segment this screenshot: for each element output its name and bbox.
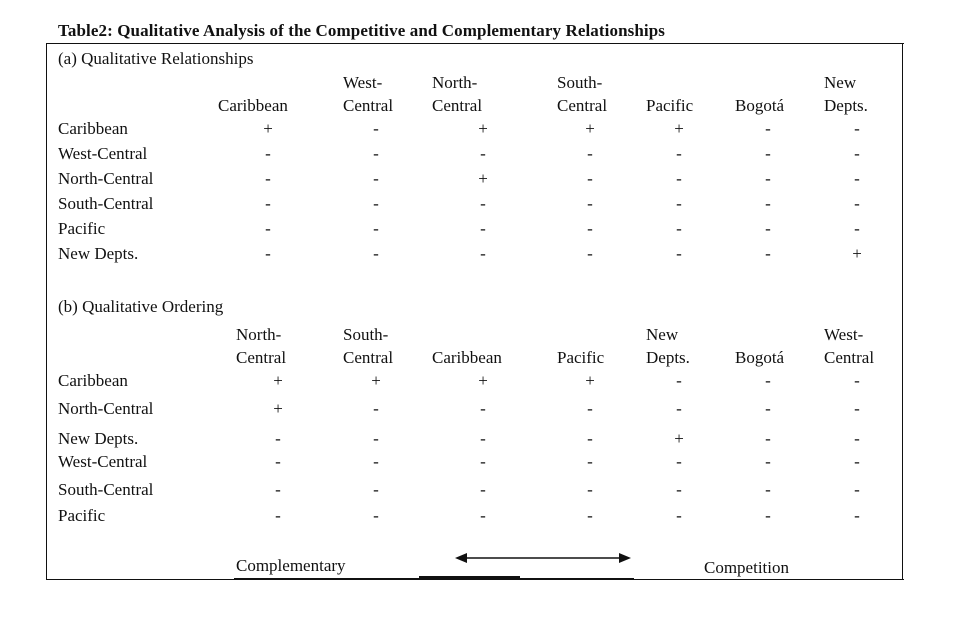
table-cell: - xyxy=(676,244,682,263)
table-cell: - xyxy=(854,429,860,448)
column-header-bottom: Central xyxy=(557,96,608,115)
table-cell: - xyxy=(854,506,860,525)
column-header-top: West- xyxy=(824,325,864,344)
table-cell: - xyxy=(854,399,860,418)
column-header xyxy=(735,71,784,117)
column-header-bottom: Central xyxy=(432,96,483,115)
table-cell: - xyxy=(480,452,486,471)
column-header-top xyxy=(735,323,784,346)
table-cell: - xyxy=(587,169,593,188)
column-header xyxy=(557,71,607,117)
column-header-top: South- xyxy=(557,73,603,92)
column-header xyxy=(432,71,482,117)
table-cell: + xyxy=(585,371,595,390)
table-cell: - xyxy=(265,194,271,213)
table-cell: - xyxy=(373,429,379,448)
column-header-top xyxy=(218,71,288,94)
table-cell: - xyxy=(480,244,486,263)
column-header xyxy=(735,323,784,369)
table-cell: - xyxy=(587,506,593,525)
table-cell: - xyxy=(587,452,593,471)
column-header-bottom: Central xyxy=(343,96,394,115)
table-border-bottom xyxy=(46,579,904,580)
table-cell: + xyxy=(478,371,488,390)
column-header xyxy=(343,323,393,369)
table-cell: - xyxy=(676,219,682,238)
section-a-title: (a) Qualitative Relationships xyxy=(58,49,254,68)
table-cell: - xyxy=(373,169,379,188)
table-cell: - xyxy=(587,429,593,448)
table-cell: - xyxy=(587,144,593,163)
table-cell: - xyxy=(854,144,860,163)
column-header-top xyxy=(735,71,784,94)
table-cell: - xyxy=(676,371,682,390)
table-cell: - xyxy=(765,219,771,238)
table-cell: - xyxy=(765,244,771,263)
column-header-top: New xyxy=(824,73,857,92)
table-cell: - xyxy=(676,480,682,499)
table-cell: - xyxy=(676,506,682,525)
table-cell: - xyxy=(854,480,860,499)
table-border-right xyxy=(902,43,903,580)
table-cell: - xyxy=(265,219,271,238)
table-cell: - xyxy=(765,144,771,163)
column-header-bottom: Central xyxy=(236,348,287,367)
table-cell: - xyxy=(480,506,486,525)
table-cell: - xyxy=(765,169,771,188)
table-border-top xyxy=(46,43,904,44)
column-header-bottom: Caribbean xyxy=(432,348,502,367)
column-header-top: South- xyxy=(343,325,389,344)
row-label: West-Central xyxy=(58,452,148,471)
table-cell: - xyxy=(587,219,593,238)
table-cell: - xyxy=(275,429,281,448)
table-cell: - xyxy=(373,506,379,525)
table-border-left xyxy=(46,43,47,580)
column-header-top: North- xyxy=(432,73,478,92)
double-headed-arrow-icon xyxy=(455,550,631,566)
row-label: West-Central xyxy=(58,144,148,163)
column-header-top: North- xyxy=(236,325,282,344)
column-header-top: West- xyxy=(343,73,383,92)
column-header xyxy=(236,323,286,369)
legend-competition-label: Competition xyxy=(704,558,789,577)
row-label: Pacific xyxy=(58,219,106,238)
table-cell: - xyxy=(265,144,271,163)
table-title: Table2: Qualitative Analysis of the Competitive and Complementary Relationships xyxy=(58,21,666,40)
table-cell: - xyxy=(480,399,486,418)
table-cell: + xyxy=(478,169,488,188)
table-cell: - xyxy=(587,244,593,263)
table-cell: - xyxy=(480,429,486,448)
table-cell: - xyxy=(765,480,771,499)
row-label: South-Central xyxy=(58,480,154,499)
table-cell: - xyxy=(854,371,860,390)
table-cell: - xyxy=(373,244,379,263)
table-cell: - xyxy=(373,219,379,238)
table-cell: + xyxy=(273,399,283,418)
table-cell: - xyxy=(854,452,860,471)
table-cell: - xyxy=(854,119,860,138)
table-cell: - xyxy=(676,169,682,188)
table-cell: + xyxy=(674,429,684,448)
table-cell: + xyxy=(674,119,684,138)
column-header xyxy=(646,323,690,369)
table-cell: + xyxy=(273,371,283,390)
table-cell: - xyxy=(765,399,771,418)
table-cell: - xyxy=(587,399,593,418)
table-cell: - xyxy=(480,480,486,499)
table-cell: - xyxy=(765,429,771,448)
column-header xyxy=(557,323,604,369)
table-cell: - xyxy=(587,194,593,213)
table-cell: - xyxy=(676,399,682,418)
column-header-bottom: Bogotá xyxy=(735,348,785,367)
column-header xyxy=(646,71,693,117)
section-b-title: (b) Qualitative Ordering xyxy=(58,297,224,316)
table-cell: - xyxy=(765,119,771,138)
column-header-bottom: Central xyxy=(824,348,875,367)
row-label: Caribbean xyxy=(58,119,128,138)
row-label: South-Central xyxy=(58,194,154,213)
table-cell: - xyxy=(676,144,682,163)
table-cell: - xyxy=(373,119,379,138)
column-header xyxy=(218,71,288,117)
table-cell: + xyxy=(852,244,862,263)
table-cell: + xyxy=(263,119,273,138)
table-cell: - xyxy=(480,219,486,238)
table-cell: - xyxy=(275,506,281,525)
column-header-bottom: Pacific xyxy=(557,348,605,367)
column-header-bottom: Depts. xyxy=(646,348,690,367)
table-cell: - xyxy=(765,452,771,471)
column-header-bottom: Bogotá xyxy=(735,96,785,115)
column-header xyxy=(343,71,393,117)
table-cell: + xyxy=(585,119,595,138)
table-cell: - xyxy=(480,194,486,213)
table-cell: - xyxy=(373,480,379,499)
column-header-bottom: Central xyxy=(343,348,394,367)
table-cell: - xyxy=(854,194,860,213)
table-cell: - xyxy=(676,194,682,213)
table-cell: - xyxy=(480,144,486,163)
column-header-bottom: Depts. xyxy=(824,96,868,115)
column-header-top: New xyxy=(646,325,679,344)
row-label: New Depts. xyxy=(58,244,139,263)
table-cell: - xyxy=(373,399,379,418)
table-cell: - xyxy=(854,169,860,188)
row-label: North-Central xyxy=(58,169,154,188)
column-header-top xyxy=(557,323,604,346)
table-cell: - xyxy=(265,244,271,263)
table-cell: - xyxy=(275,452,281,471)
row-label: New Depts. xyxy=(58,429,139,448)
row-label: Pacific xyxy=(58,506,106,525)
column-header xyxy=(824,323,874,369)
table-cell: - xyxy=(265,169,271,188)
table-cell: - xyxy=(373,194,379,213)
column-header-bottom: Caribbean xyxy=(218,96,288,115)
table-cell: - xyxy=(854,219,860,238)
legend-thick-line xyxy=(419,576,520,579)
table-cell: - xyxy=(765,506,771,525)
table-cell: - xyxy=(765,194,771,213)
table-cell: + xyxy=(478,119,488,138)
table-cell: - xyxy=(275,480,281,499)
row-label: Caribbean xyxy=(58,371,128,390)
column-header xyxy=(824,71,868,117)
table-cell: - xyxy=(373,144,379,163)
column-header-top xyxy=(432,323,502,346)
table-cell: - xyxy=(676,452,682,471)
table-cell: + xyxy=(371,371,381,390)
table-cell: - xyxy=(765,371,771,390)
legend-complementary-label: Complementary xyxy=(236,556,346,575)
column-header-bottom: Pacific xyxy=(646,96,694,115)
column-header xyxy=(432,323,502,369)
table-cell: - xyxy=(587,480,593,499)
column-header-top xyxy=(646,71,693,94)
table-cell: - xyxy=(373,452,379,471)
row-label: North-Central xyxy=(58,399,154,418)
